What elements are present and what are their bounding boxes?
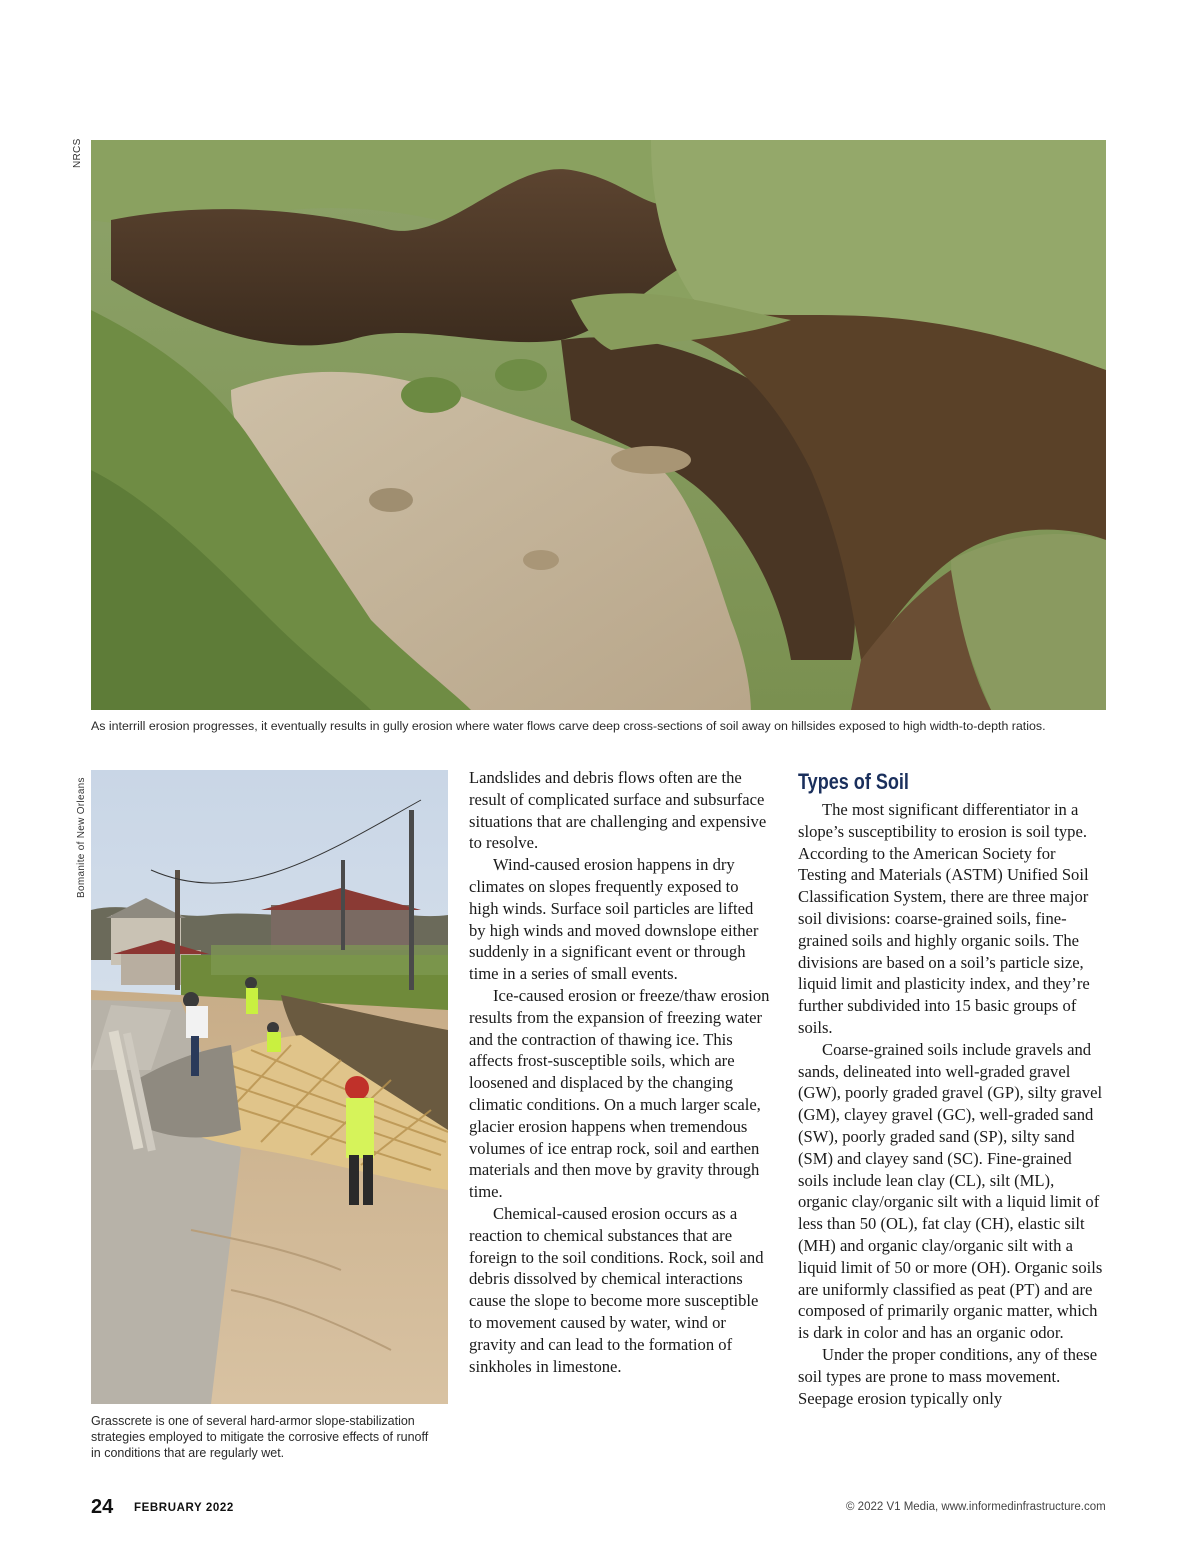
grasscrete-photo <box>91 770 448 1404</box>
middle-paragraph-3: Ice-caused erosion or freeze/thaw erosion results from the expansion of freezing water and the contraction of thawing ice. This affects frost-susceptible soils, which are loosened and displaced by the changing climatic conditions. On a much larger scale, glacier erosion happens when tremendous volumes of ice entrap rock, soil and earthen materials and then move by gravity through time. <box>469 985 770 1202</box>
photo-credit-left: Bomanite of New Orleans <box>76 777 87 898</box>
left-photo-caption: Grasscrete is one of several hard-armor slope-stabilization strategies employed to mitigate the corrosive effects of runoff in conditions that are regularly wet. <box>91 1414 429 1460</box>
section-heading-types-of-soil: Types of Soil <box>798 769 909 794</box>
right-paragraph-1: The most significant differentiator in a slope’s susceptibility to erosion is soil type. According to the American Society for Testing and Materials (ASTM) Unified Soil Classification System, there are three major soil divisions: coarse-grained soils, fine-grained soils and highly organic soils. The divisions are based on a soil’s particle size, liquid limit and plasticity index, and they’re further subdivided into 15 basic groups of soils. <box>798 800 1090 1037</box>
photo-credit-top: NRCS <box>72 138 83 168</box>
middle-paragraph-4: Chemical-caused erosion occurs as a reaction to chemical substances that are foreign to the soil conditions. Rock, soil and debris dissolved by chemical interactions cause the slope to become more susceptible to movement caused by water, wind or gravity and can lead to the formation of sinkholes in limestone. <box>469 1203 764 1376</box>
gully-erosion-photo <box>91 140 1106 710</box>
right-paragraph-3: Under the proper conditions, any of these soil types are prone to mass movement. Seepage erosion typically only <box>798 1344 1098 1408</box>
copyright-notice: © 2022 V1 Media, www.informedinfrastructure.com <box>846 1501 1106 1513</box>
top-photo-caption: As interrill erosion progresses, it eventually results in gully erosion where water flows carve deep cross-sections of soil away on hillsides exposed to high width-to-depth ratios. <box>91 719 1046 733</box>
middle-column <box>469 767 771 1377</box>
page-number: 24 <box>91 1496 114 1518</box>
middle-paragraph-1: Landslides and debris flows often are the result of complicated surface and subsurface situations that are challenging and expensive to resolve. <box>469 768 767 853</box>
issue-date: FEBRUARY 2022 <box>134 1502 234 1514</box>
right-column <box>798 769 1104 1409</box>
middle-paragraph-2: Wind-caused erosion happens in dry climates on slopes frequently exposed to high winds. Surface soil particles are lifted by high winds and moved downslope either suddenly in a significant event or through time in a series of small events. <box>469 855 759 984</box>
right-paragraph-2: Coarse-grained soils include gravels and sands, delineated into well-graded gravel (GW), poorly graded gravel (GP), silty gravel (GM), clayey gravel (GC), well-graded sand (SW), poorly graded sand (SP), silty sand (SM) and clayey sand (SC). Fine-grained soils include lean clay (CL), silt (ML), organic clay/organic silt with a liquid limit of less than 50 (OL), fat clay (CH), elastic silt (MH) and organic clay/organic silt with a liquid limit of 50 or more (OH). Organic soils are uniformly classified as peat (PT) and are composed of primarily organic matter, which is dark in color and has an organic odor. <box>798 1039 1103 1343</box>
